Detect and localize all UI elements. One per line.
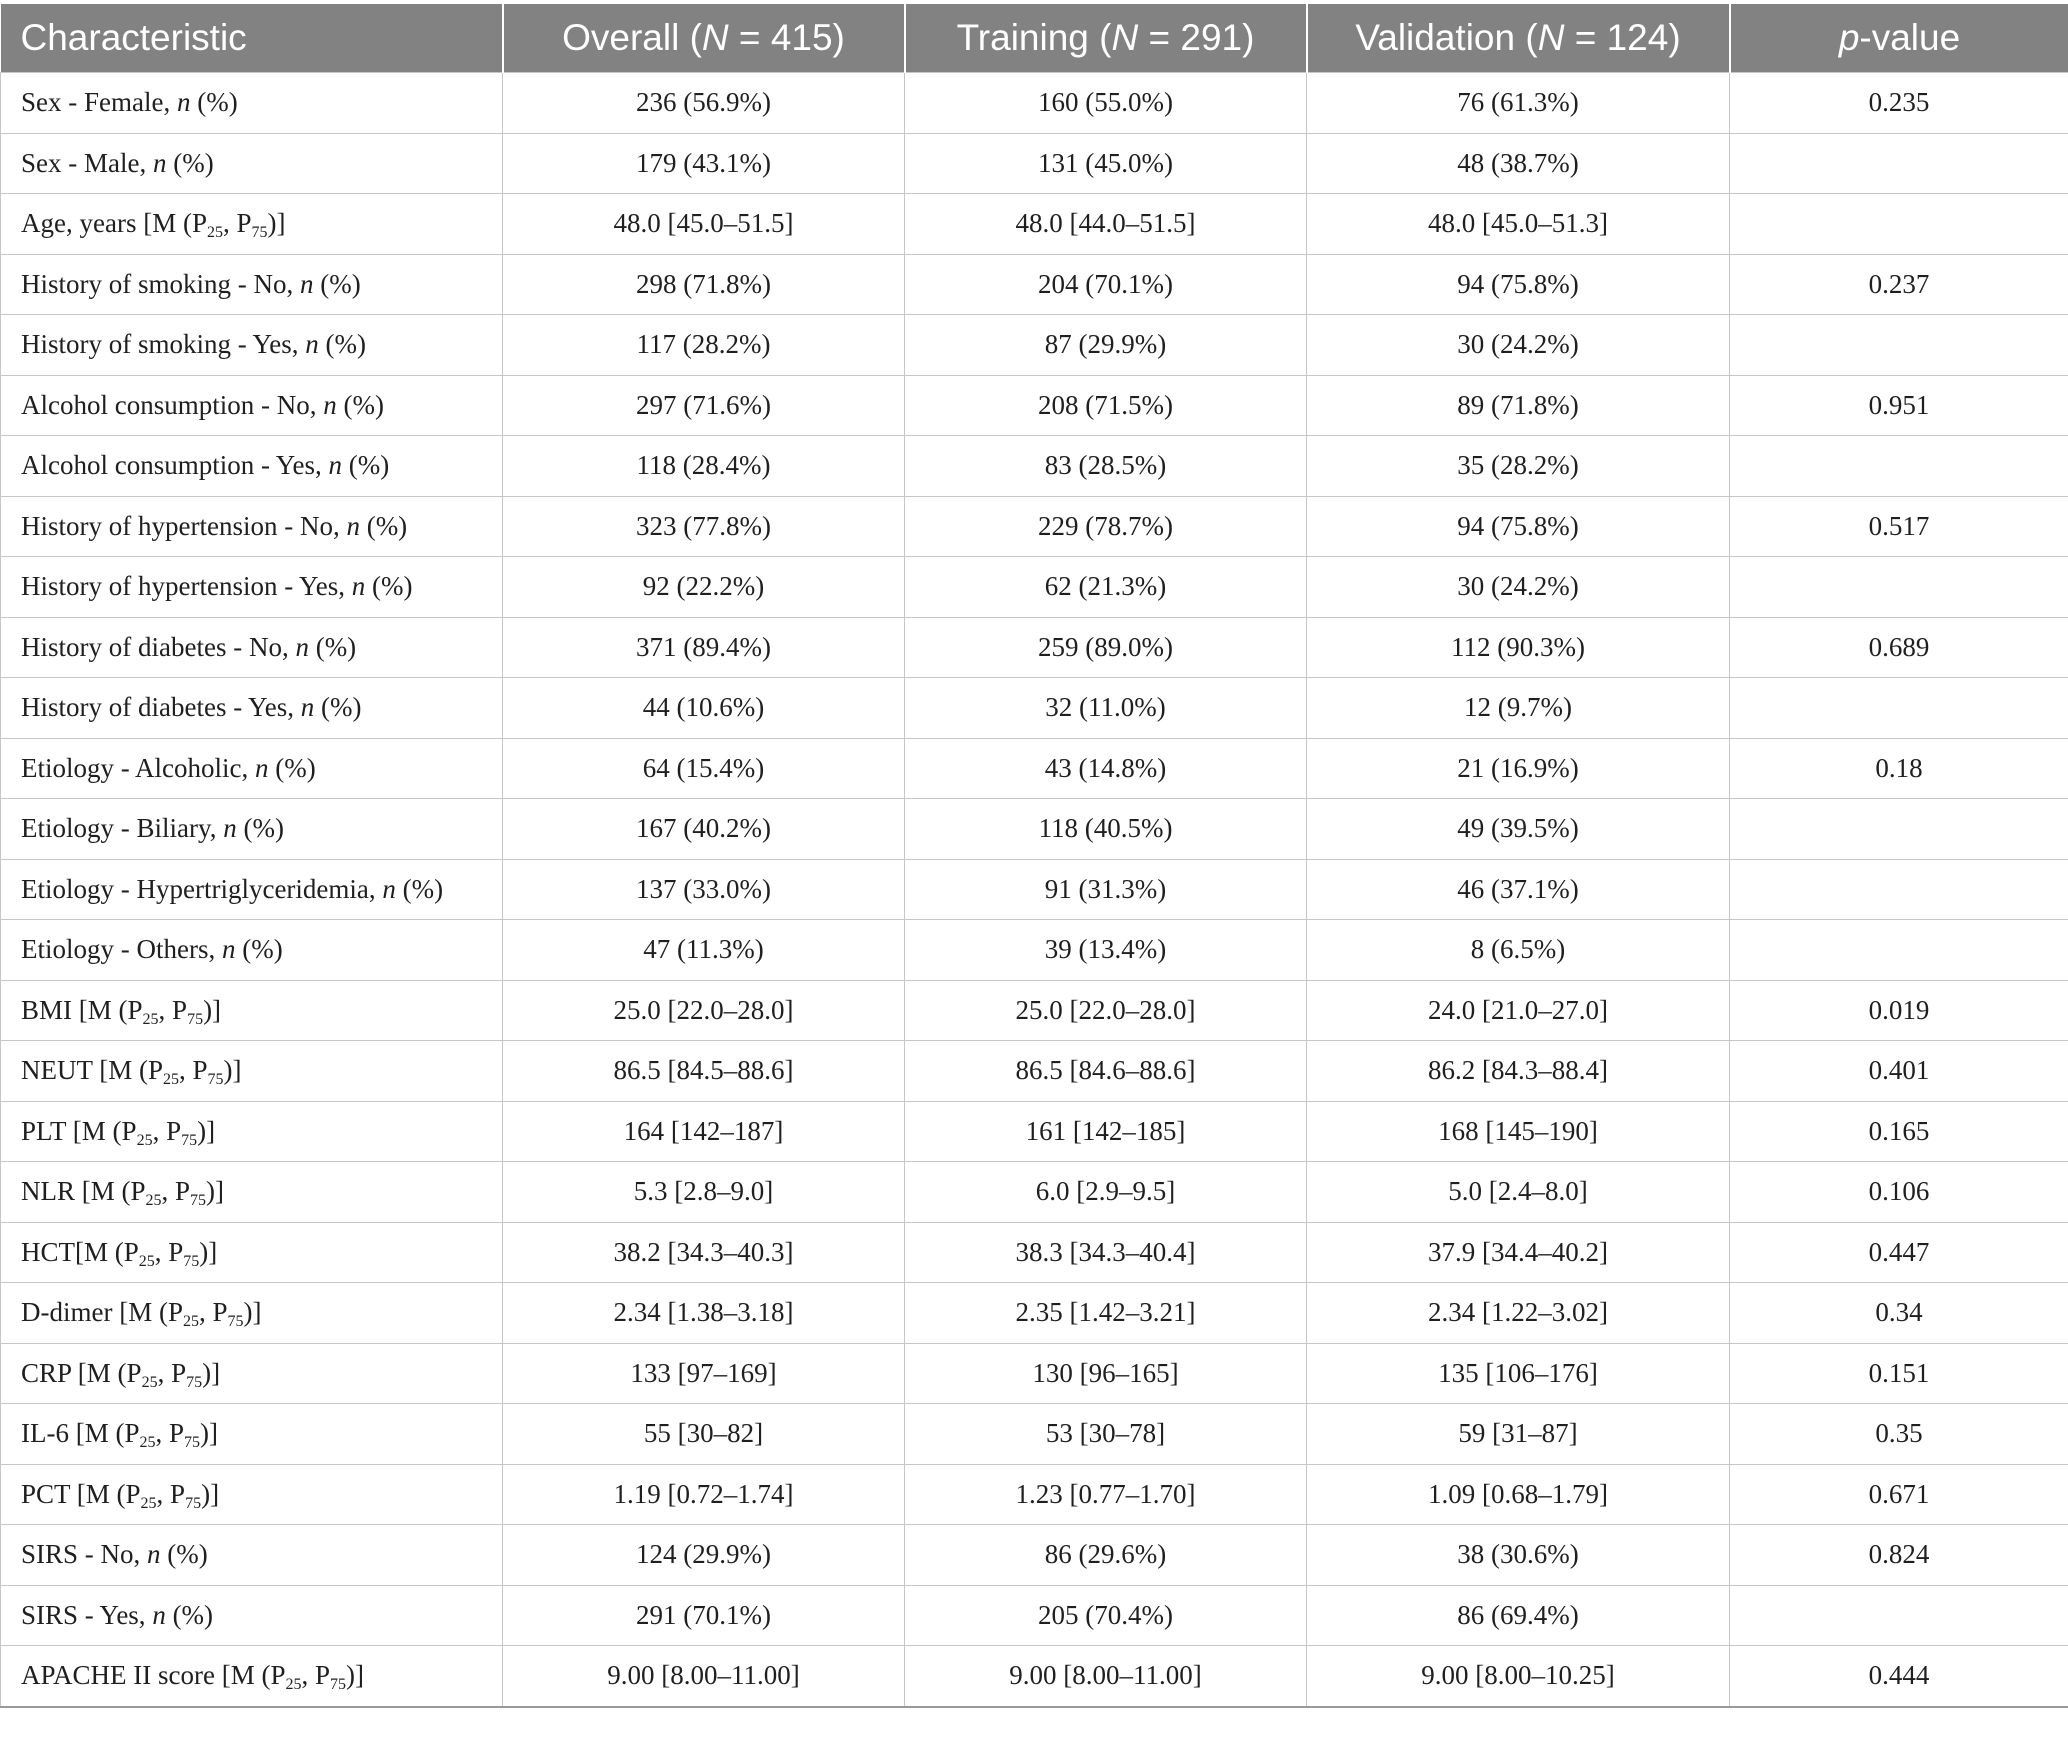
cell-training: 208 (71.5%) [905,375,1307,436]
cell-p-value [1730,315,2068,376]
cell-overall: 25.0 [22.0–28.0] [503,980,905,1041]
cell-characteristic: IL-6 [M ($P_{25}$, $P_{75}$)] [1,1404,503,1465]
cell-overall: 164 [142–187] [503,1101,905,1162]
cell-training: 48.0 [44.0–51.5] [905,194,1307,255]
cell-p-value [1730,194,2068,255]
cell-training: 205 (70.4%) [905,1585,1307,1646]
cell-validation: 86 (69.4%) [1307,1585,1730,1646]
cell-overall: 86.5 [84.5–88.6] [503,1041,905,1102]
cell-overall: 117 (28.2%) [503,315,905,376]
cell-p-value [1730,799,2068,860]
table-row [1,738,2068,799]
cell-validation: 76 (61.3%) [1307,73,1730,134]
cell-training: 32 (11.0%) [905,678,1307,739]
cell-training: 25.0 [22.0–28.0] [905,980,1307,1041]
cell-validation: 112 (90.3%) [1307,617,1730,678]
cell-overall: 118 (28.4%) [503,436,905,497]
cell-p-value [1730,557,2068,618]
cell-characteristic: Alcohol consumption - No, n (%) [1,375,503,436]
cell-validation: 135 [106–176] [1307,1343,1730,1404]
cell-p-value: 0.019 [1730,980,2068,1041]
cell-characteristic: History of smoking - No, n (%) [1,254,503,315]
table-row [1,254,2068,315]
cell-validation: 59 [31–87] [1307,1404,1730,1465]
cell-p-value [1730,678,2068,739]
cell-validation: 94 (75.8%) [1307,254,1730,315]
cell-training: 204 (70.1%) [905,254,1307,315]
cell-validation: 49 (39.5%) [1307,799,1730,860]
cell-training: 39 (13.4%) [905,920,1307,981]
cell-p-value: 0.151 [1730,1343,2068,1404]
cell-overall: 323 (77.8%) [503,496,905,557]
table-row [1,617,2068,678]
cell-characteristic: History of diabetes - Yes, n (%) [1,678,503,739]
table-row [1,315,2068,376]
cell-characteristic: History of diabetes - No, n (%) [1,617,503,678]
table-row [1,496,2068,557]
cell-overall: 1.19 [0.72–1.74] [503,1464,905,1525]
cell-overall: 2.34 [1.38–3.18] [503,1283,905,1344]
cell-p-value [1730,920,2068,981]
header-validation: Validation (N = 124) [1307,4,1730,73]
table-row [1,557,2068,618]
cell-p-value: 0.444 [1730,1646,2068,1707]
cell-overall: 124 (29.9%) [503,1525,905,1586]
header-p-value: p-value [1730,4,2068,73]
cell-training: 259 (89.0%) [905,617,1307,678]
cell-overall: 291 (70.1%) [503,1585,905,1646]
cell-validation: 46 (37.1%) [1307,859,1730,920]
cell-p-value: 0.235 [1730,73,2068,134]
table-row [1,1404,2068,1465]
cell-characteristic: NLR [M ($P_{25}$, $P_{75}$)] [1,1162,503,1223]
cell-p-value: 0.689 [1730,617,2068,678]
cell-overall: 38.2 [34.3–40.3] [503,1222,905,1283]
cell-validation: 12 (9.7%) [1307,678,1730,739]
cell-validation: 21 (16.9%) [1307,738,1730,799]
cell-training: 1.23 [0.77–1.70] [905,1464,1307,1525]
cell-characteristic: D-dimer [M ($P_{25}$, $P_{75}$)] [1,1283,503,1344]
cell-overall: 5.3 [2.8–9.0] [503,1162,905,1223]
cell-validation: 37.9 [34.4–40.2] [1307,1222,1730,1283]
table-row [1,1464,2068,1525]
cell-validation: 35 (28.2%) [1307,436,1730,497]
cell-p-value: 0.401 [1730,1041,2068,1102]
cell-characteristic: APACHE II score [M ($P_{25}$, $P_{75}$)] [1,1646,503,1707]
cell-validation: 9.00 [8.00–10.25] [1307,1646,1730,1707]
header-characteristic: Characteristic [1,4,503,73]
table-row [1,436,2068,497]
cell-validation: 1.09 [0.68–1.79] [1307,1464,1730,1525]
cell-overall: 9.00 [8.00–11.00] [503,1646,905,1707]
cell-training: 2.35 [1.42–3.21] [905,1283,1307,1344]
cell-p-value: 0.165 [1730,1101,2068,1162]
cell-training: 87 (29.9%) [905,315,1307,376]
cell-p-value [1730,436,2068,497]
cell-training: 6.0 [2.9–9.5] [905,1162,1307,1223]
cell-validation: 8 (6.5%) [1307,920,1730,981]
cell-p-value: 0.517 [1730,496,2068,557]
cell-p-value: 0.824 [1730,1525,2068,1586]
cell-overall: 55 [30–82] [503,1404,905,1465]
cell-p-value: 0.35 [1730,1404,2068,1465]
cell-training: 9.00 [8.00–11.00] [905,1646,1307,1707]
cell-overall: 133 [97–169] [503,1343,905,1404]
cell-validation: 48.0 [45.0–51.3] [1307,194,1730,255]
table-row [1,678,2068,739]
cell-training: 118 (40.5%) [905,799,1307,860]
table-row [1,375,2068,436]
cell-overall: 47 (11.3%) [503,920,905,981]
table-row [1,1283,2068,1344]
cell-validation: 168 [145–190] [1307,1101,1730,1162]
table-row [1,799,2068,860]
header-row [1,4,2068,73]
cell-training: 62 (21.3%) [905,557,1307,618]
cell-p-value: 0.18 [1730,738,2068,799]
cell-training: 38.3 [34.3–40.4] [905,1222,1307,1283]
header-overall: Overall (N = 415) [503,4,905,73]
cell-validation: 89 (71.8%) [1307,375,1730,436]
table-row [1,1525,2068,1586]
cell-training: 86 (29.6%) [905,1525,1307,1586]
cell-p-value [1730,1585,2068,1646]
cell-p-value: 0.671 [1730,1464,2068,1525]
cell-training: 43 (14.8%) [905,738,1307,799]
cell-characteristic: Etiology - Biliary, n (%) [1,799,503,860]
cell-characteristic: SIRS - Yes, n (%) [1,1585,503,1646]
table-row [1,1162,2068,1223]
cell-characteristic: BMI [M ($P_{25}$, $P_{75}$)] [1,980,503,1041]
cell-training: 53 [30–78] [905,1404,1307,1465]
cell-characteristic: Sex - Male, n (%) [1,133,503,194]
cell-validation: 30 (24.2%) [1307,315,1730,376]
cell-overall: 236 (56.9%) [503,73,905,134]
cell-overall: 179 (43.1%) [503,133,905,194]
cell-overall: 371 (89.4%) [503,617,905,678]
cell-characteristic: Sex - Female, n (%) [1,73,503,134]
cell-characteristic: Age, years [M ($P_{25}$, $P_{75}$)] [1,194,503,255]
table-row [1,1041,2068,1102]
cell-p-value [1730,133,2068,194]
cell-overall: 297 (71.6%) [503,375,905,436]
cell-characteristic: History of smoking - Yes, n (%) [1,315,503,376]
cell-p-value: 0.34 [1730,1283,2068,1344]
cell-overall: 137 (33.0%) [503,859,905,920]
cell-p-value: 0.951 [1730,375,2068,436]
cell-characteristic: HCT[M ($P_{25}$, $P_{75}$)] [1,1222,503,1283]
table-container [0,4,2068,1708]
cell-training: 130 [96–165] [905,1343,1307,1404]
cell-characteristic: PCT [M ($P_{25}$, $P_{75}$)] [1,1464,503,1525]
cell-characteristic: History of hypertension - Yes, n (%) [1,557,503,618]
table-row [1,1101,2068,1162]
table-body [1,73,2068,1707]
cell-training: 160 (55.0%) [905,73,1307,134]
table-row [1,1343,2068,1404]
table-row [1,1585,2068,1646]
cell-overall: 44 (10.6%) [503,678,905,739]
cell-overall: 64 (15.4%) [503,738,905,799]
table-row [1,920,2068,981]
characteristics-table [0,4,2068,1708]
cell-characteristic: Alcohol consumption - Yes, n (%) [1,436,503,497]
cell-training: 86.5 [84.6–88.6] [905,1041,1307,1102]
table-row [1,1222,2068,1283]
cell-validation: 48 (38.7%) [1307,133,1730,194]
cell-characteristic: Etiology - Hypertriglyceridemia, n (%) [1,859,503,920]
cell-p-value: 0.237 [1730,254,2068,315]
table-row [1,133,2068,194]
cell-characteristic: SIRS - No, n (%) [1,1525,503,1586]
cell-validation: 94 (75.8%) [1307,496,1730,557]
cell-overall: 92 (22.2%) [503,557,905,618]
table-row [1,194,2068,255]
table-row [1,980,2068,1041]
cell-characteristic: PLT [M ($P_{25}$, $P_{75}$)] [1,1101,503,1162]
table-row [1,1646,2068,1707]
cell-training: 83 (28.5%) [905,436,1307,497]
table-row [1,73,2068,134]
table-row [1,859,2068,920]
cell-training: 131 (45.0%) [905,133,1307,194]
cell-characteristic: NEUT [M ($P_{25}$, $P_{75}$)] [1,1041,503,1102]
cell-validation: 24.0 [21.0–27.0] [1307,980,1730,1041]
cell-overall: 167 (40.2%) [503,799,905,860]
cell-training: 229 (78.7%) [905,496,1307,557]
header-training: Training (N = 291) [905,4,1307,73]
cell-validation: 38 (30.6%) [1307,1525,1730,1586]
cell-characteristic: CRP [M ($P_{25}$, $P_{75}$)] [1,1343,503,1404]
cell-overall: 48.0 [45.0–51.5] [503,194,905,255]
cell-characteristic: Etiology - Alcoholic, n (%) [1,738,503,799]
cell-validation: 86.2 [84.3–88.4] [1307,1041,1730,1102]
cell-characteristic: History of hypertension - No, n (%) [1,496,503,557]
cell-validation: 30 (24.2%) [1307,557,1730,618]
table-header [1,4,2068,73]
cell-characteristic: Etiology - Others, n (%) [1,920,503,981]
cell-p-value: 0.106 [1730,1162,2068,1223]
cell-training: 91 (31.3%) [905,859,1307,920]
cell-training: 161 [142–185] [905,1101,1307,1162]
cell-p-value: 0.447 [1730,1222,2068,1283]
cell-validation: 5.0 [2.4–8.0] [1307,1162,1730,1223]
cell-p-value [1730,859,2068,920]
cell-validation: 2.34 [1.22–3.02] [1307,1283,1730,1344]
cell-overall: 298 (71.8%) [503,254,905,315]
